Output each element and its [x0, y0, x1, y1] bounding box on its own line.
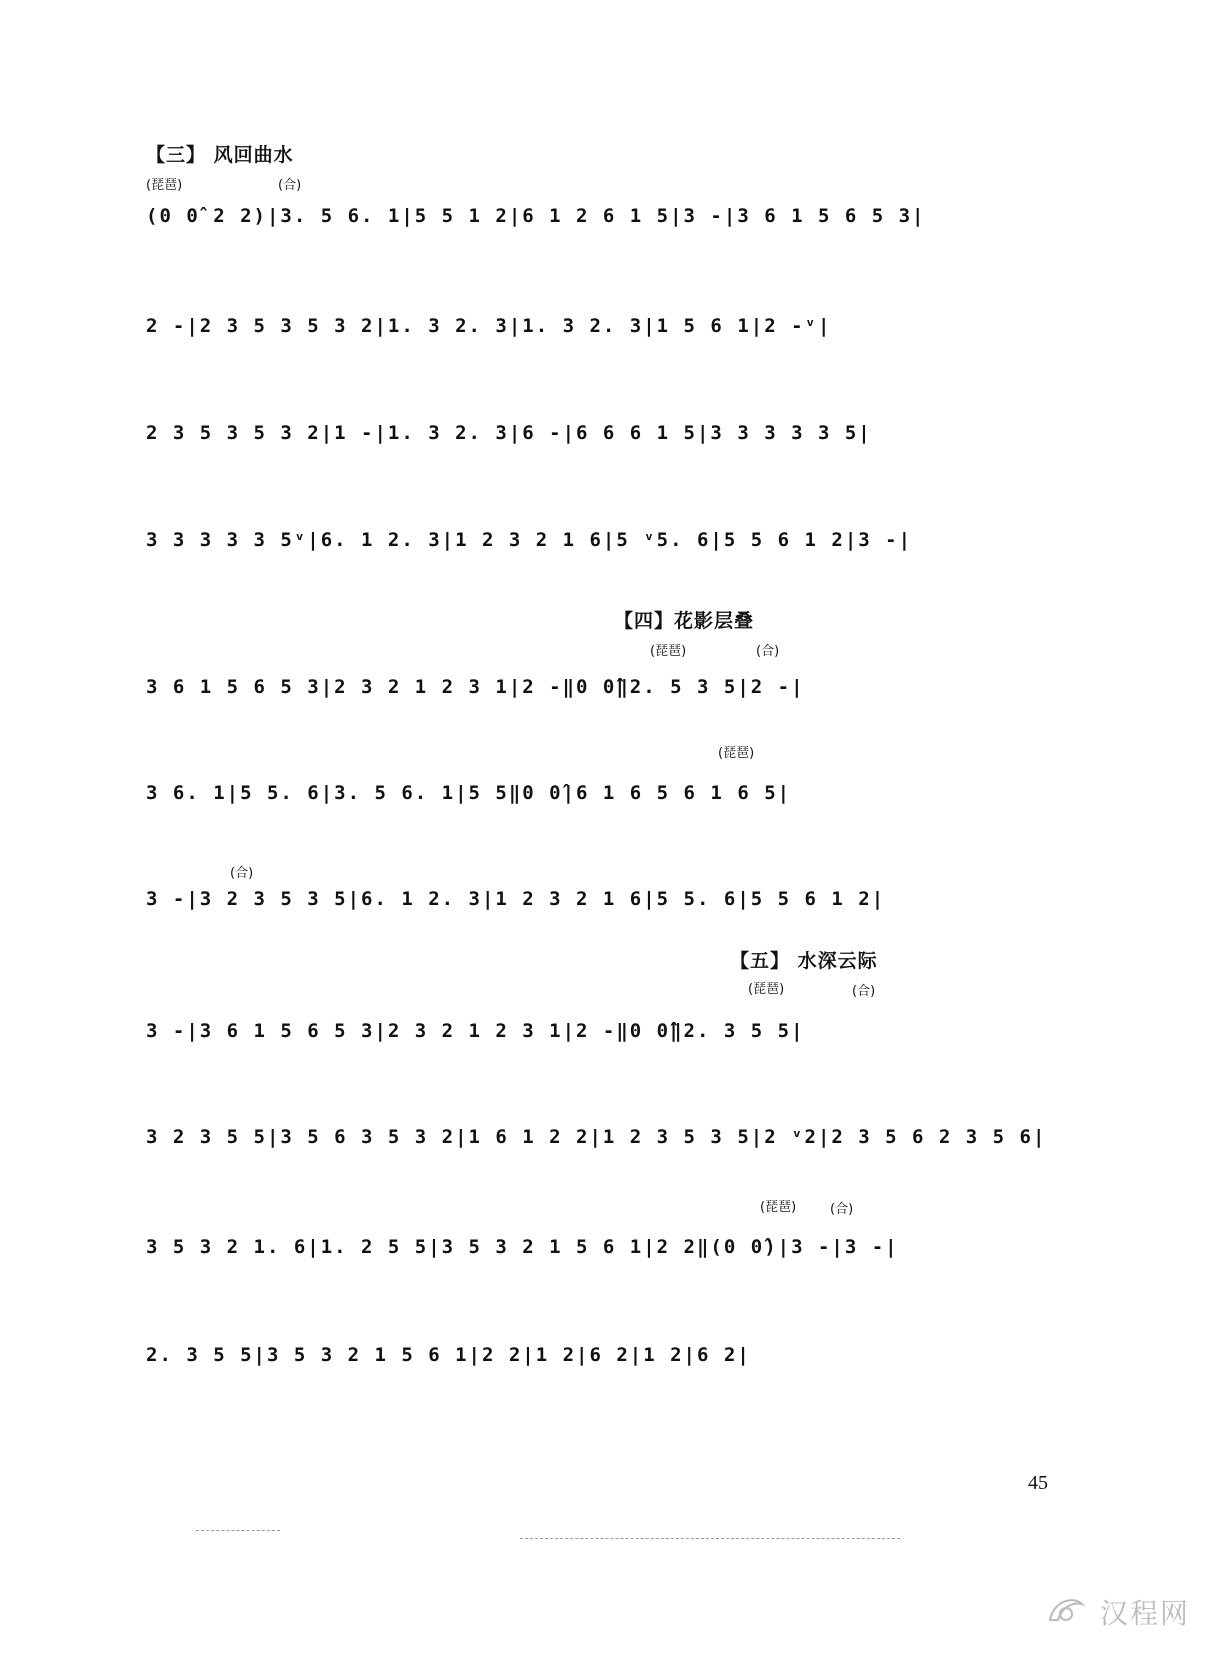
- pipa-mark: (琵琶): [146, 178, 183, 193]
- he-mark: (合): [278, 178, 302, 193]
- notation-line-5: 3 6 1 5 6 5 3|2 3 2 1 2 3 1|2 -‖0 0̂‖2. 5 3 5|2 -|: [146, 676, 805, 698]
- watermark: 汉程网: [1100, 1597, 1191, 1630]
- section-title-three: 【三】 风回曲水: [146, 144, 294, 166]
- notation-line-4: 3 3 3 3 3 5ᵛ|6. 1 2. 3|1 2 3 2 1 6|5 ᵛ5. 6|5 5 6 1 2|3 -|: [146, 529, 913, 551]
- notation-line-2: 2 -|2 3 5 3 5 3 2|1. 3 2. 3|1. 3 2. 3|1 5 6 1|2 -ᵛ|: [146, 315, 832, 337]
- footer-rule: [520, 1538, 900, 1539]
- pipa-mark: (琵琶): [748, 982, 785, 997]
- notation-line-6: 3 6. 1|5 5. 6|3. 5 6. 1|5 5‖0 0̂|6 1 6 5 6 1 6 5|: [146, 782, 792, 804]
- pipa-mark: (琵琶): [650, 644, 687, 659]
- he-mark: (合): [852, 984, 876, 999]
- notation-line-7: 3 -|3 2 3 5 3 5|6. 1 2. 3|1 2 3 2 1 6|5 5. 6|5 5 6 1 2|: [146, 888, 886, 910]
- notation-line-1: (0 0̂ 2 2)|3. 5 6. 1|5 5 1 2|6 1 2 6 1 5|3 -|3 6 1 5 6 5 3|: [146, 205, 926, 227]
- section-title-four: 【四】花影层叠: [614, 610, 755, 632]
- he-mark: (合): [756, 644, 780, 659]
- pipa-mark: (琵琶): [718, 746, 755, 761]
- notation-line-3: 2 3 5 3 5 3 2|1 -|1. 3 2. 3|6 -|6 6 6 1 5|3 3 3 3 3 5|: [146, 422, 872, 444]
- pipa-mark: (琵琶): [760, 1200, 797, 1215]
- notation-line-9: 3 2 3 5 5|3 5 6 3 5 3 2|1 6 1 2 2|1 2 3 5 3 5|2 ᵛ2|2 3 5 6 2 3 5 6|: [146, 1126, 1047, 1148]
- he-mark: (合): [230, 866, 254, 881]
- watermark-logo-icon: [1044, 1590, 1088, 1630]
- notation-line-11: 2. 3 5 5|3 5 3 2 1 5 6 1|2 2|1 2|6 2|1 2|6 2|: [146, 1344, 751, 1366]
- footer-rule: [196, 1530, 280, 1531]
- he-mark: (合): [830, 1202, 854, 1217]
- page-number: 45: [1028, 1472, 1048, 1494]
- section-title-five: 【五】 水深云际: [730, 950, 878, 972]
- notation-line-8: 3 -|3 6 1 5 6 5 3|2 3 2 1 2 3 1|2 -‖0 0̂‖2. 3 5 5|: [146, 1020, 805, 1042]
- notation-line-10: 3 5 3 2 1. 6|1. 2 5 5|3 5 3 2 1 5 6 1|2 2‖(0 0̂)|3 -|3 -|: [146, 1236, 899, 1258]
